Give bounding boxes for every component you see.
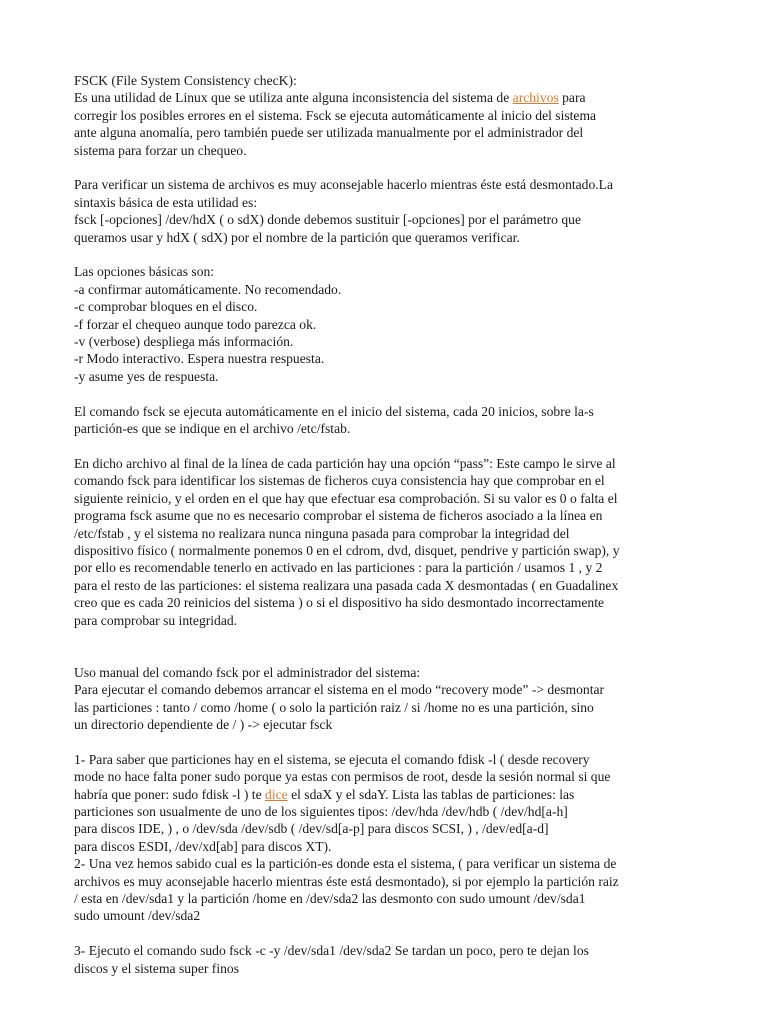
text-line: 3- Ejecuto el comando sudo fsck -c -y /dev/sda1 /dev/sda2 Se tardan un poco, pero te dejan los [74, 943, 589, 959]
paragraph-gap [74, 733, 714, 750]
paragraph-gap [74, 385, 714, 402]
text-line: Para ejecutar el comando debemos arrancar el sistema en el modo “recovery mode” -> desmontar [74, 682, 605, 698]
text-line: mode no hace falta poner sudo porque ya estas con permisos de root, desde la sesión normal si que [74, 769, 611, 785]
paragraph-gap [74, 437, 714, 454]
text-line: dispositivo físico ( normalmente ponemos 0 en el cdrom, dvd, disquet, pendrive y partición swap), y [74, 542, 620, 558]
text-line: Es una utilidad de Linux que se utiliza ante alguna inconsistencia del sistema de archivos para [74, 90, 586, 106]
text-line: En dicho archivo al final de la línea de cada partición hay una opción “pass”: Este campo le sirve al [74, 455, 616, 471]
text-line: para discos ESDI, /dev/xd[ab] para discos XT). [74, 838, 332, 854]
text-line: /etc/fstab , y el sistema no realizara nunca ninguna pasada para comprobar la integridad del [74, 525, 570, 541]
paragraph-gap [74, 159, 714, 176]
text-line: siguiente reinicio, y el orden en el que hay que efectuar esa comprobación. Si su valor es 0 o falta el [74, 490, 618, 506]
text-line: discos y el sistema super finos [74, 960, 239, 976]
dice-link[interactable]: dice [265, 786, 288, 802]
archivos-link[interactable]: archivos [512, 90, 559, 106]
text-line: Para verificar un sistema de archivos es muy aconsejable hacerlo mientras éste está desmontado.La [74, 177, 614, 193]
text-line: corregir los posibles errores en el sistema. Fsck se ejecuta automáticamente al inicio del sistema [74, 107, 597, 123]
text-line: partición-es que se indique en el archivo /etc/fstab. [74, 421, 351, 437]
text-line: programa fsck asume que no es necesario comprobar el sistema de ficheros asociado a la línea en [74, 508, 603, 524]
option-item: -r Modo interactivo. Espera nuestra respuesta. [74, 351, 325, 367]
text-line: para el resto de las particiones: el sistema realizara una pasada cada X desmontadas ( en Guadalinex [74, 577, 619, 593]
text-line: 1- Para saber que particiones hay en el sistema, se ejecuta el comando fdisk -l ( desde recovery [74, 751, 590, 767]
text-line: / esta en /dev/sda1 y la partición /home en /dev/sda2 las desmonto con sudo umount /dev/sda1 [74, 890, 586, 906]
options-heading: Las opciones básicas son: [74, 264, 215, 280]
text-line: comando fsck para identificar los sistemas de ficheros cuya consistencia hay que comprobar en el [74, 473, 605, 489]
text-line: 2- Una vez hemos sabido cual es la partición-es donde esta el sistema, ( para verificar un sistema de [74, 856, 617, 872]
text-line: sudo umount /dev/sda2 [74, 908, 201, 924]
option-item: -v (verbose) despliega más información. [74, 334, 294, 350]
text-line: para comprobar su integridad. [74, 612, 238, 628]
paragraph-gap [74, 646, 714, 663]
text-line: las particiones : tanto / como /home ( o solo la partición raiz / si /home no es una partición, sino [74, 699, 594, 715]
text-line: El comando fsck se ejecuta automáticamente en el inicio del sistema, cada 20 inicios, sobre la-s [74, 403, 594, 419]
text-line: un directorio dependiente de / ) -> ejecutar fsck [74, 716, 333, 732]
text-line: particiones son usualmente de uno de los siguientes tipos: /dev/hda /dev/hdb ( /dev/hd[a-h] [74, 803, 568, 819]
text-line: por ello es recomendable tenerlo en activado en las particiones : para la partición / usamos 1 , y 2 [74, 560, 603, 576]
section-heading: Uso manual del comando fsck por el administrador del sistema: [74, 664, 421, 680]
paragraph-gap [74, 246, 714, 263]
option-item: -a confirmar automáticamente. No recomendado. [74, 281, 342, 297]
text-line: sintaxis básica de esta utilidad es: [74, 194, 258, 210]
option-item: -c comprobar bloques en el disco. [74, 299, 258, 315]
paragraph-gap [74, 629, 714, 646]
text-line: para discos IDE, ) , o /dev/sda /dev/sdb ( /dev/sd[a-p] para discos SCSI, ) , /dev/ed[a-d] [74, 821, 549, 837]
paragraph-gap [74, 925, 714, 942]
text-line: sistema para forzar un chequeo. [74, 142, 247, 158]
option-item: -f forzar el chequeo aunque todo parezca ok. [74, 316, 317, 332]
heading-fsck: FSCK (File System Consistency checK): [74, 73, 297, 88]
text-line: habría que poner: sudo fdisk -l ) te dice el sdaX y el sdaY. Lista las tablas de particiones: las [74, 786, 575, 802]
text-line: ante alguna anomalía, pero también puede ser utilizada manualmente por el administrador del [74, 125, 584, 141]
text-line: creo que es cada 20 reinicios del sistema ) o si el dispositivo ha sido desmontado incorrectamente [74, 595, 605, 611]
text-line: fsck [-opciones] /dev/hdX ( o sdX) donde debemos sustituir [-opciones] por el parámetro que [74, 212, 581, 228]
document-body [74, 72, 714, 977]
text-line: archivos es muy aconsejable hacerlo mientras éste está desmontado), si por ejemplo la partición raiz [74, 873, 619, 889]
text-line: queramos usar y hdX ( sdX) por el nombre de la partición que queramos verificar. [74, 229, 520, 245]
option-item: -y asume yes de respuesta. [74, 368, 219, 384]
